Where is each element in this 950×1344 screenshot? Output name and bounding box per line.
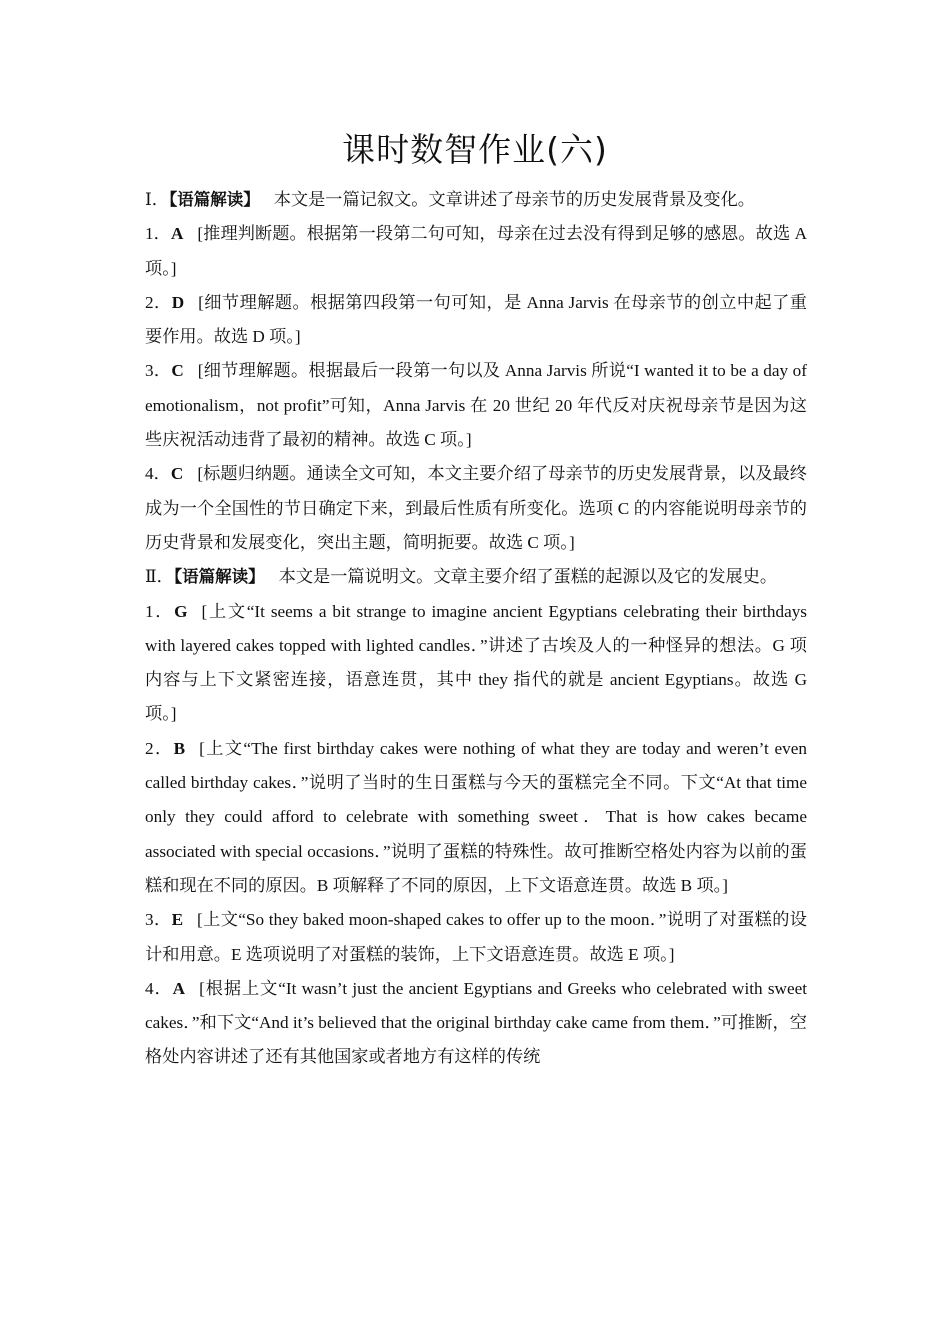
answer-explanation: [上文“It seems a bit strange to imagine ancient Egyptians celebrating their birthdays with layered cakes topped with lighted candles．”讲述了古埃及人的一种怪异的想法。G 项内容与上下文紧密连接，语意连贯，其中 they 指代的就是 ancient Egyptians。故选 G 项。] [145, 601, 807, 724]
answer-item [145, 972, 807, 1075]
answer-item [145, 732, 807, 903]
item-number: 1． [145, 601, 175, 621]
item-number: 3． [145, 910, 172, 930]
answer-item [145, 217, 807, 286]
answer-item [145, 595, 807, 732]
answer-explanation: [细节理解题。根据最后一段第一句以及 Anna Jarvis 所说“I wanted it to be a day of emotionalism，not profit”可知，Anna Jarvis 在 20 世纪 20 年代反对庆祝母亲节是因为这些庆祝活动违背了最初的精神。故选 C 项。] [145, 361, 807, 450]
answer-letter: B [173, 738, 186, 758]
answer-item [145, 286, 807, 355]
answer-explanation: [根据上文“It wasn’t just the ancient Egyptians and Greeks who celebrated with sweet cakes．”和下文“And it’s believed that the original birthday cake came from them．”可推断，空格处内容讲述了还有其他国家或者地方有这样的传统 [145, 978, 807, 1067]
item-number: 3． [145, 361, 172, 381]
answer-item [145, 903, 807, 972]
answer-item [145, 354, 807, 457]
section-summary: 本文是一篇说明文。文章主要介绍了蛋糕的起源以及它的发展史。 [278, 567, 778, 587]
section-tag: 【语篇解读】 [168, 190, 260, 209]
section-header [145, 560, 807, 594]
answer-explanation: [上文“So they baked moon-shaped cakes to offer up to the moon．”说明了对蛋糕的设计和用意。E 选项说明了对蛋糕的装饰，上下文语意连贯。故选 E 项。] [145, 910, 807, 964]
page-title: 课时数智作业(六) [342, 130, 608, 169]
answer-letter: E [171, 910, 184, 930]
answer-letter: G [174, 601, 188, 621]
document-body [145, 183, 807, 1075]
answer-letter: C [170, 464, 184, 484]
section-numeral: Ⅰ． [145, 190, 169, 209]
answer-letter: D [171, 292, 185, 312]
answer-explanation: [标题归纳题。通读全文可知，本文主要介绍了母亲节的历史发展背景，以及最终成为一个全国性的节日确定下来，到最后性质有所变化。选项 C 的内容能说明母亲节的历史背景和发展变化，突出主题，简明扼要。故选 C 项。] [145, 464, 807, 552]
answer-explanation: [细节理解题。根据第四段第一句可知，是 Anna Jarvis 在母亲节的创立中起了重要作用。故选 D 项。] [145, 292, 807, 347]
answer-explanation: [上文“The first birthday cakes were nothing of what they are today and weren’t even called birthday cakes．”说明了当时的生日蛋糕与今天的蛋糕完全不同。下文“At that time only they could afford to celebrate with something sweet．That is how cakes became associated with special occasions．”说明了蛋糕的特殊性。故可推断空格处内容为以前的蛋糕和现在不同的原因。B 项解释了不同的原因，上下文语意连贯。故选 B 项。] [145, 738, 807, 895]
item-number: 2． [145, 292, 172, 312]
answer-letter: C [171, 361, 184, 381]
item-number: 1． [145, 224, 171, 244]
answer-explanation: [推理判断题。根据第一段第二句可知，母亲在过去没有得到足够的感恩。故选 A 项。] [145, 224, 807, 278]
answer-item [145, 457, 807, 560]
answer-letter: A [170, 224, 184, 244]
section-summary: 本文是一篇记叙文。文章讲述了母亲节的历史发展背景及变化。 [273, 190, 755, 209]
section-numeral: Ⅱ． [145, 567, 174, 587]
section-header [145, 183, 807, 217]
item-number: 4． [145, 464, 171, 484]
item-number: 2． [145, 738, 174, 758]
answer-letter: A [172, 978, 186, 998]
item-number: 4． [145, 978, 173, 998]
section-tag: 【语篇解读】 [173, 567, 265, 587]
